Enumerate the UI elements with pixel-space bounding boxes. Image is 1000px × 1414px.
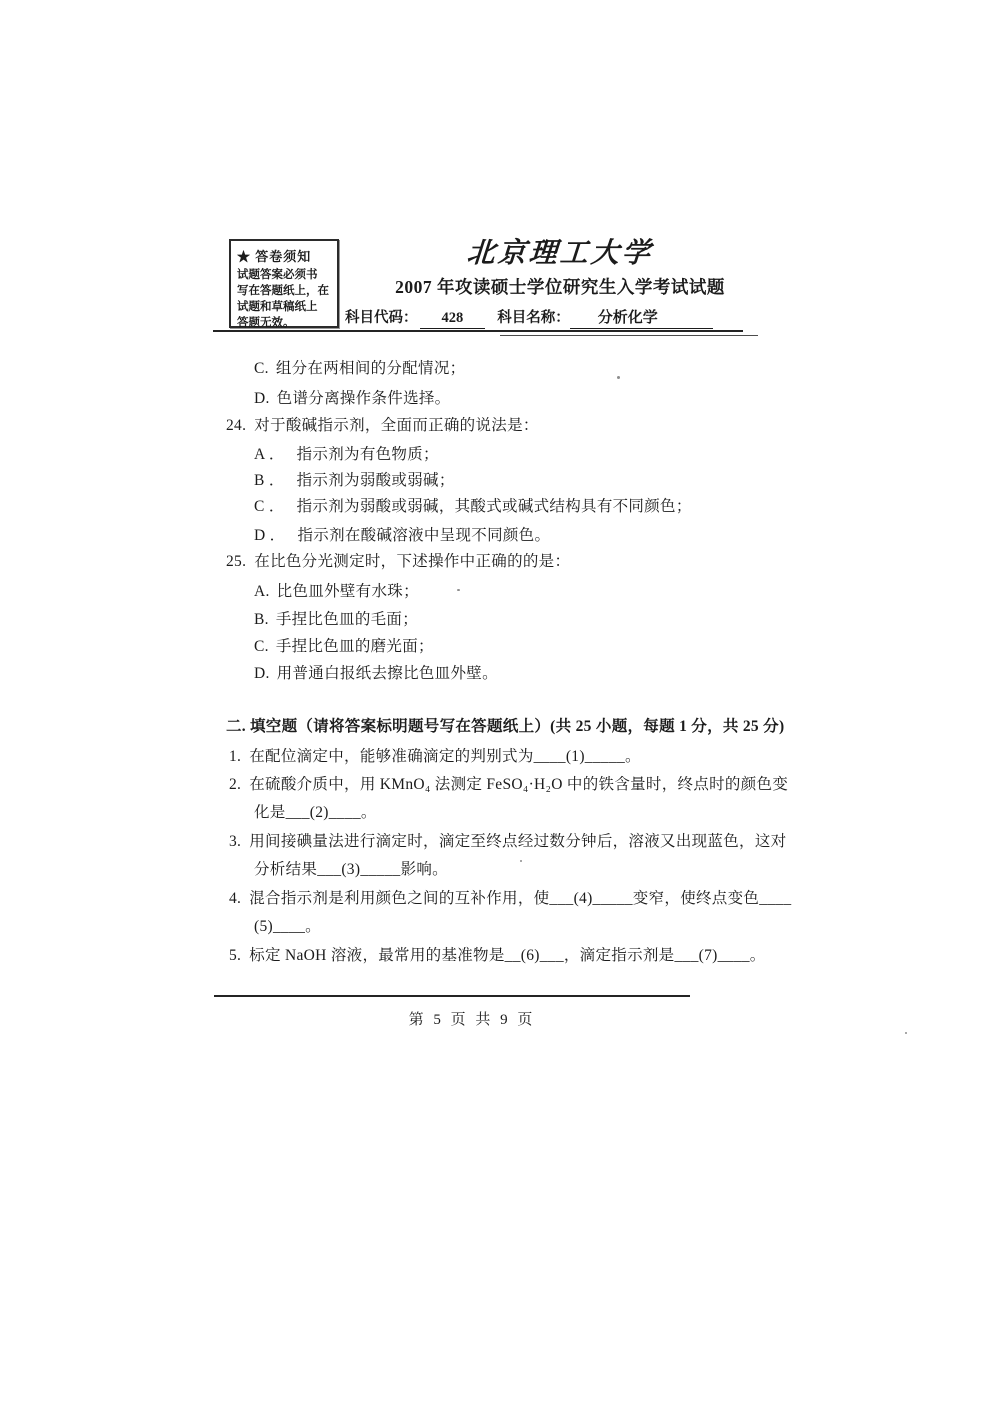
item-number: 5. — [229, 947, 242, 964]
item-number: 2. — [229, 776, 242, 793]
option-label: B ． — [254, 472, 285, 489]
fill-item-continued — [254, 800, 377, 822]
footer-divider — [214, 995, 690, 997]
fill-item — [229, 829, 786, 851]
header-divider — [213, 330, 743, 332]
scan-speck — [617, 376, 620, 379]
option-text: 色谱分离操作条件选择。 — [276, 390, 451, 407]
option-text: 指示剂为有色物质； — [296, 446, 439, 463]
item-number: 4. — [229, 890, 242, 907]
option-text: 比色皿外壁有水珠； — [276, 583, 419, 600]
option-text: 组分在两相间的分配情况； — [275, 360, 466, 377]
option-line — [254, 607, 418, 629]
scan-speck — [457, 589, 460, 591]
item-text: 用间接碘量法进行滴定时，滴定至终点经过数分钟后，溶液又出现蓝色，这对 — [249, 833, 787, 850]
option-label: B. — [254, 611, 269, 628]
question-number: 25. — [226, 553, 247, 570]
fill-item — [229, 744, 641, 766]
fill-item — [229, 943, 766, 965]
header-divider-secondary — [500, 335, 758, 336]
question-stem — [226, 413, 539, 435]
section-number: 二. — [226, 718, 246, 735]
option-label: A ． — [254, 446, 285, 463]
option-label: D. — [254, 665, 270, 682]
fill-item-continued — [254, 857, 448, 879]
question-text: 对于酸碱指示剂，全面而正确的说法是： — [254, 417, 539, 434]
option-line — [254, 356, 465, 378]
option-line — [254, 468, 455, 490]
section-heading-text: 填空题（请将答案标明题号写在答题纸上）(共 25 小题，每题 1 分，共 25 分) — [249, 718, 785, 735]
item-text: (5)____。 — [254, 918, 321, 935]
option-line — [254, 523, 550, 545]
option-line — [254, 442, 439, 464]
item-number: 1. — [229, 748, 242, 765]
university-title: 北京理工大学 — [465, 238, 654, 269]
question-stem — [226, 549, 570, 571]
section-heading — [226, 714, 784, 736]
subject-name-value: 分析化学 — [570, 306, 713, 329]
scan-speck — [520, 860, 522, 862]
option-label: D ． — [254, 527, 286, 544]
notice-line: 写在答题纸上，在 — [237, 284, 329, 297]
option-label: C. — [254, 360, 269, 377]
item-text: 化是___(2)____。 — [254, 804, 377, 821]
notice-title-text: 答卷须知 — [255, 249, 312, 264]
option-label: C. — [254, 638, 269, 655]
item-text: 在硫酸介质中，用 KMnO₄ 法测定 FeSO₄·H₂O 中的铁含量时，终点时的颜色变 — [249, 776, 789, 793]
subject-code-label: 科目代码： — [345, 310, 418, 326]
subject-name-label: 科目名称： — [497, 310, 570, 326]
item-text: 混合指示剂是利用颜色之间的互补作用，使___(4)_____变窄，使终点变色____ — [249, 890, 792, 907]
option-line — [254, 661, 498, 683]
fill-item — [229, 886, 791, 908]
question-text: 在比色分光测定时，下述操作中正确的的是： — [254, 553, 571, 570]
option-line — [254, 579, 419, 601]
notice-line: 试题答案必须书 — [237, 269, 318, 281]
exam-title: 2007 年攻读硕士学位研究生入学考试试题 — [395, 277, 725, 297]
page-indicator: 第 5 页 共 9 页 — [408, 1012, 536, 1028]
subject-row — [345, 306, 713, 329]
item-number: 3. — [229, 833, 242, 850]
item-text: 标定 NaOH 溶液，最常用的基准物是__(6)___，滴定指示剂是___(7)____。 — [249, 947, 766, 964]
option-label: C ． — [254, 498, 285, 515]
option-text: 用普通白报纸去擦比色皿外壁。 — [276, 665, 498, 682]
item-text: 分析结果___(3)_____影响。 — [254, 861, 448, 878]
option-label: A. — [254, 583, 270, 600]
option-text: 指示剂为弱酸或弱碱； — [296, 472, 455, 489]
star-icon: ★ — [237, 249, 252, 264]
option-text: 手捏比色皿的毛面； — [275, 611, 419, 628]
option-text: 指示剂在酸碱溶液中呈现不同颜色。 — [297, 527, 551, 544]
item-text: 在配位滴定中，能够准确滴定的判别式为____(1)_____。 — [249, 748, 641, 765]
subject-code-value: 428 — [420, 310, 486, 329]
fill-item — [229, 772, 788, 794]
option-line — [254, 494, 692, 516]
option-line — [254, 634, 434, 656]
option-line — [254, 386, 450, 408]
scan-speck — [905, 1032, 907, 1034]
option-text: 指示剂为弱酸或弱碱，其酸式或碱式结构具有不同颜色； — [296, 498, 692, 515]
option-label: D. — [254, 390, 270, 407]
question-number: 24. — [226, 417, 247, 434]
fill-item-continued — [254, 914, 321, 936]
notice-line: 试题和草稿纸上 — [237, 300, 318, 313]
option-text: 手捏比色皿的磨光面； — [275, 638, 434, 655]
notice-line: 答题无效。 — [237, 316, 295, 329]
